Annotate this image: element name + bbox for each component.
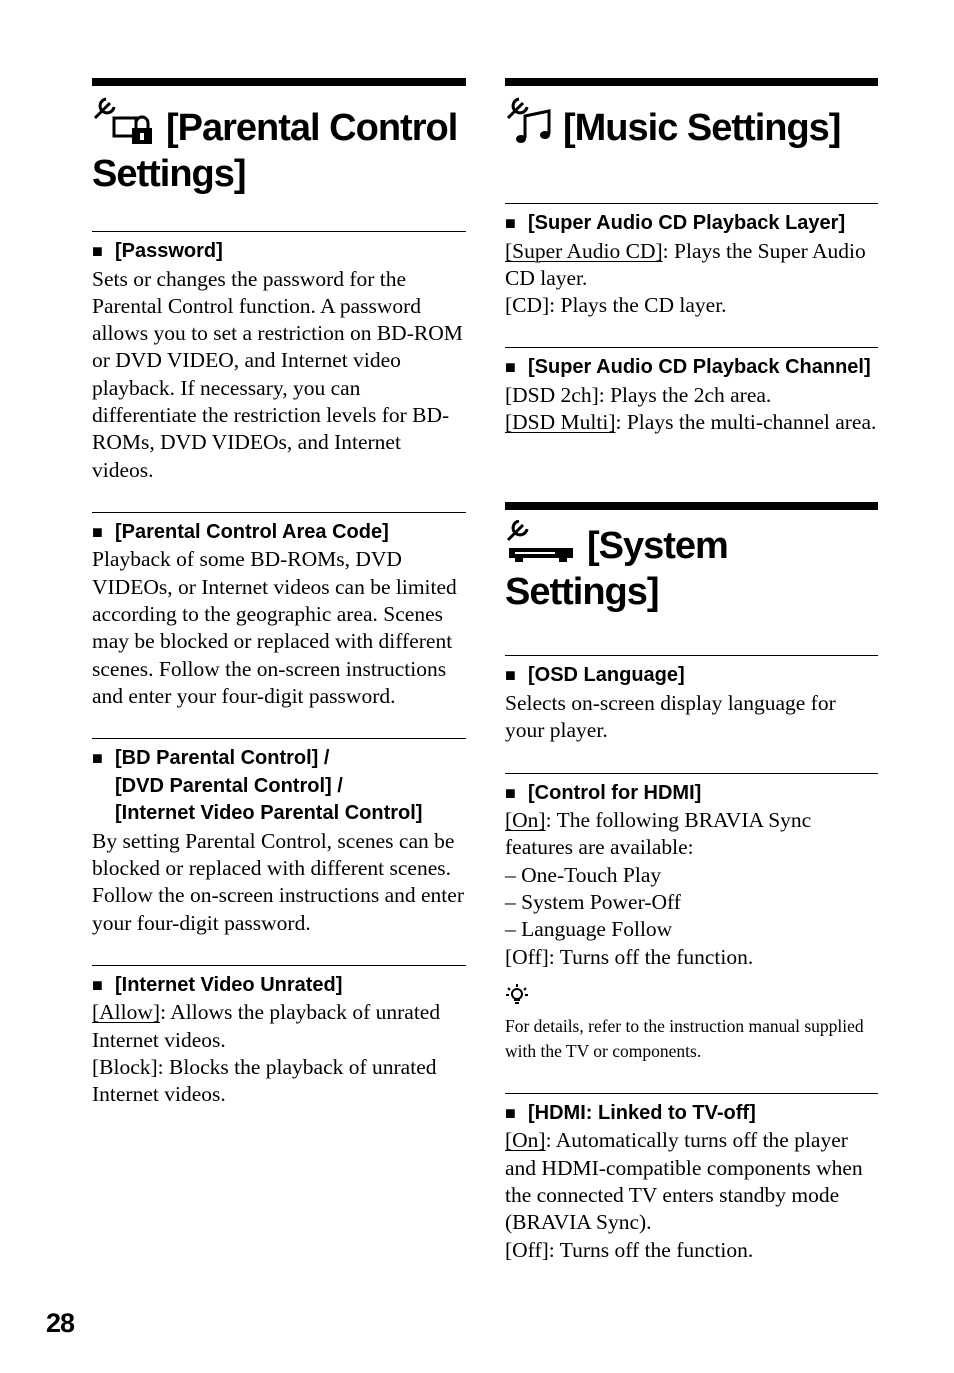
option-description: : The following BRAVIA Sync features are available: xyxy=(505,808,812,860)
square-bullet-icon: ■ xyxy=(505,357,516,378)
left-column xyxy=(92,78,466,1137)
option-line xyxy=(505,1127,878,1236)
option-line xyxy=(505,807,878,862)
setting-parental-area-code xyxy=(92,512,466,710)
square-bullet-icon: ■ xyxy=(505,1102,516,1123)
system-settings-icon xyxy=(505,520,577,564)
setting-title: [OSD Language] xyxy=(528,664,685,687)
square-bullet-icon: ■ xyxy=(505,782,516,803)
setting-title: [Parental Control Area Code] xyxy=(115,520,389,543)
setting-description: Playback of some BD-ROMs, DVD VIDEOs, or Internet videos can be limited according to the geographic area. Scenes may be blocked or replaced with different scenes. Follow the on-screen instructions and enter your four-digit password. xyxy=(92,547,457,708)
setting-title: [Control for HDMI] xyxy=(528,781,702,804)
setting-internet-video-unrated xyxy=(92,965,466,1109)
square-bullet-icon: ■ xyxy=(92,748,103,769)
square-bullet-icon: ■ xyxy=(92,521,103,542)
setting-description: Sets or changes the password for the Parental Control function. A password allows you to set a restriction on BD-ROM or DVD VIDEO, and Internet video playback. If necessary, you can differentiate the restriction levels for BD-ROMs, DVD VIDEOs, and Internet videos. xyxy=(92,266,463,482)
section-title: [Parental Control Settings] xyxy=(92,107,458,195)
setting-hdmi-linked-tv-off xyxy=(505,1093,878,1264)
setting-osd-language xyxy=(505,655,878,744)
parental-lock-settings-icon xyxy=(92,96,156,146)
default-option: [On] xyxy=(505,1128,546,1153)
lightbulb-hint-icon xyxy=(505,994,529,1011)
setting-password xyxy=(92,231,466,484)
setting-title: [Password] xyxy=(115,240,223,262)
square-bullet-icon: ■ xyxy=(505,213,516,233)
setting-title: [BD Parental Control] / [DVD Parental Control] / [Internet Video Parental Control] xyxy=(115,747,423,825)
default-option: [On] xyxy=(505,808,546,833)
hint-text: For details, refer to the instruction manual supplied with the TV or components. xyxy=(505,1015,864,1062)
system-settings-heading xyxy=(505,502,878,615)
setting-sacd-layer xyxy=(505,203,878,319)
default-option: [Allow] xyxy=(92,1000,161,1025)
option-description: : Allows the playback of unrated Internet videos. xyxy=(92,1000,441,1052)
setting-description: Selects on-screen display language for your player. xyxy=(505,690,836,743)
square-bullet-icon: ■ xyxy=(92,974,103,995)
section-title: [Music Settings] xyxy=(563,107,841,149)
option-line xyxy=(505,409,878,436)
setting-title: [Internet Video Unrated] xyxy=(115,973,343,996)
default-option: [Super Audio CD] xyxy=(505,238,663,263)
feature-item: – Language Follow xyxy=(505,917,673,942)
square-bullet-icon: ■ xyxy=(92,241,103,261)
option-description: : Plays the Super Audio CD layer. xyxy=(505,238,866,290)
option-line xyxy=(92,999,466,1054)
option-line: [Off]: Turns off the function. xyxy=(505,1237,754,1262)
option-line: [DSD 2ch]: Plays the 2ch area. xyxy=(505,382,772,407)
parental-control-settings-heading xyxy=(92,78,466,197)
option-description: : Plays the multi-channel area. xyxy=(615,410,877,435)
page-number: 28 xyxy=(46,1308,75,1338)
option-line xyxy=(505,238,878,293)
setting-title: [HDMI: Linked to TV-off] xyxy=(528,1101,756,1124)
setting-title: [Super Audio CD Playback Layer] xyxy=(528,212,846,234)
section-title: [System Settings] xyxy=(505,525,728,614)
feature-item: – System Power-Off xyxy=(505,889,681,914)
music-settings-icon xyxy=(505,96,553,146)
option-line: [Off]: Turns off the function. xyxy=(505,944,754,969)
hint-block xyxy=(505,983,878,1065)
option-line: [Block]: Blocks the playback of unrated Internet videos. xyxy=(92,1054,437,1107)
setting-control-for-hdmi xyxy=(505,773,878,1065)
setting-bd-dvd-internet-parental xyxy=(92,738,466,937)
square-bullet-icon: ■ xyxy=(505,665,516,686)
setting-title: [Super Audio CD Playback Channel] xyxy=(528,356,871,379)
setting-sacd-channel xyxy=(505,347,878,436)
right-column xyxy=(505,78,878,1292)
setting-description: By setting Parental Control, scenes can be blocked or replaced with different scenes. Follow the on-screen instructions and enter your four-digit password. xyxy=(92,828,464,935)
feature-item: – One-Touch Play xyxy=(505,862,662,887)
default-option: [DSD Multi] xyxy=(505,410,616,435)
option-line: [CD]: Plays the CD layer. xyxy=(505,293,727,318)
option-description: : Automatically turns off the player and HDMI-compatible components when the connected TV enters standby mode (BRAVIA Sync). xyxy=(505,1128,863,1235)
music-settings-heading xyxy=(505,78,878,151)
